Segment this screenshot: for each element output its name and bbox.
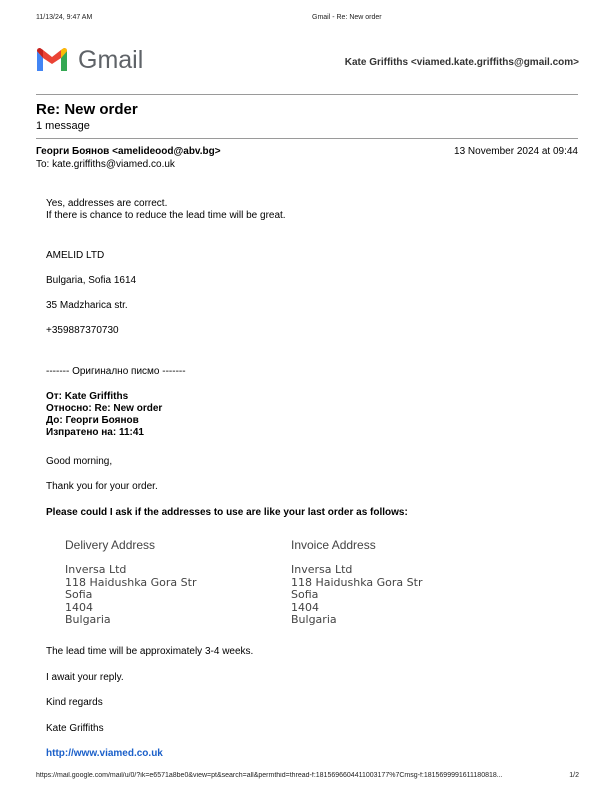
- sender: Георги Боянов <amelideood@abv.bg>: [36, 146, 221, 157]
- delivery-address-line: 1404: [65, 600, 93, 614]
- print-title: Gmail - Re: New order: [312, 14, 382, 21]
- message-count: 1 message: [36, 120, 90, 132]
- original-subject: Относно: Re: New order: [46, 403, 163, 414]
- delivery-address-line: Inversa Ltd: [65, 563, 127, 576]
- invoice-address-line: Sofia: [291, 588, 319, 601]
- reply-line-2: If there is chance to reduce the lead time will be great.: [46, 210, 286, 221]
- company-street: 35 Madzharica str.: [46, 300, 128, 311]
- original-sent: Изпратено на: 11:41: [46, 427, 144, 438]
- delivery-address-line: Sofia: [65, 588, 93, 601]
- divider: [36, 94, 578, 95]
- await-line: I await your reply.: [46, 672, 124, 683]
- lead-time-line: The lead time will be approximately 3-4 weeks.: [46, 646, 254, 657]
- invoice-address-line: 1404: [291, 600, 319, 614]
- original-from: От: Kate Griffiths: [46, 391, 129, 402]
- print-url: https://mail.google.com/mail/u/0/?ik=e6571a8be0&view=pt&search=all&permthid=thread-f:1815696604411003177%7Cmsg-f:1815699991611180818...: [36, 772, 503, 779]
- company-phone: +359887370730: [46, 325, 119, 336]
- regards-line: Kind regards: [46, 697, 103, 708]
- print-datetime: 11/13/24, 9:47 AM: [36, 14, 93, 21]
- original-to: До: Георги Боянов: [46, 415, 139, 426]
- delivery-address-heading: Delivery Address: [65, 538, 156, 552]
- delivery-address-line: 118 Haidushka Gora Str: [65, 575, 197, 589]
- gmail-logo-icon: [35, 47, 69, 73]
- greeting: Good morning,: [46, 456, 113, 467]
- invoice-address-line: 118 Haidushka Gora Str: [291, 575, 423, 589]
- delivery-address: [65, 538, 196, 627]
- reply-line-1: Yes, addresses are correct.: [46, 198, 168, 209]
- address-question: Please could I ask if the addresses to use are like your last order as follows:: [46, 507, 408, 518]
- delivery-address-line: Bulgaria: [65, 613, 111, 626]
- company-name: AMELID LTD: [46, 250, 105, 261]
- invoice-address-heading: Invoice Address: [291, 538, 376, 552]
- message-date: 13 November 2024 at 09:44: [454, 146, 578, 157]
- divider: [36, 138, 578, 139]
- invoice-address-line: Bulgaria: [291, 613, 337, 626]
- thread-subject: Re: New order: [36, 101, 138, 118]
- company-city: Bulgaria, Sofia 1614: [46, 275, 137, 286]
- original-message-header: ------- Оригинално писмо -------: [46, 366, 186, 377]
- invoice-address-line: Inversa Ltd: [291, 563, 353, 576]
- signature-name: Kate Griffiths: [46, 723, 104, 734]
- gmail-wordmark: Gmail: [78, 46, 144, 74]
- invoice-address: [291, 538, 422, 627]
- account-email: Kate Griffiths <viamed.kate.griffiths@gmail.com>: [344, 57, 579, 68]
- recipient: To: kate.griffiths@viamed.co.uk: [36, 159, 175, 170]
- website-link[interactable]: http://www.viamed.co.uk: [46, 748, 163, 759]
- page-number: 1/2: [569, 772, 579, 779]
- thanks-line: Thank you for your order.: [46, 481, 158, 492]
